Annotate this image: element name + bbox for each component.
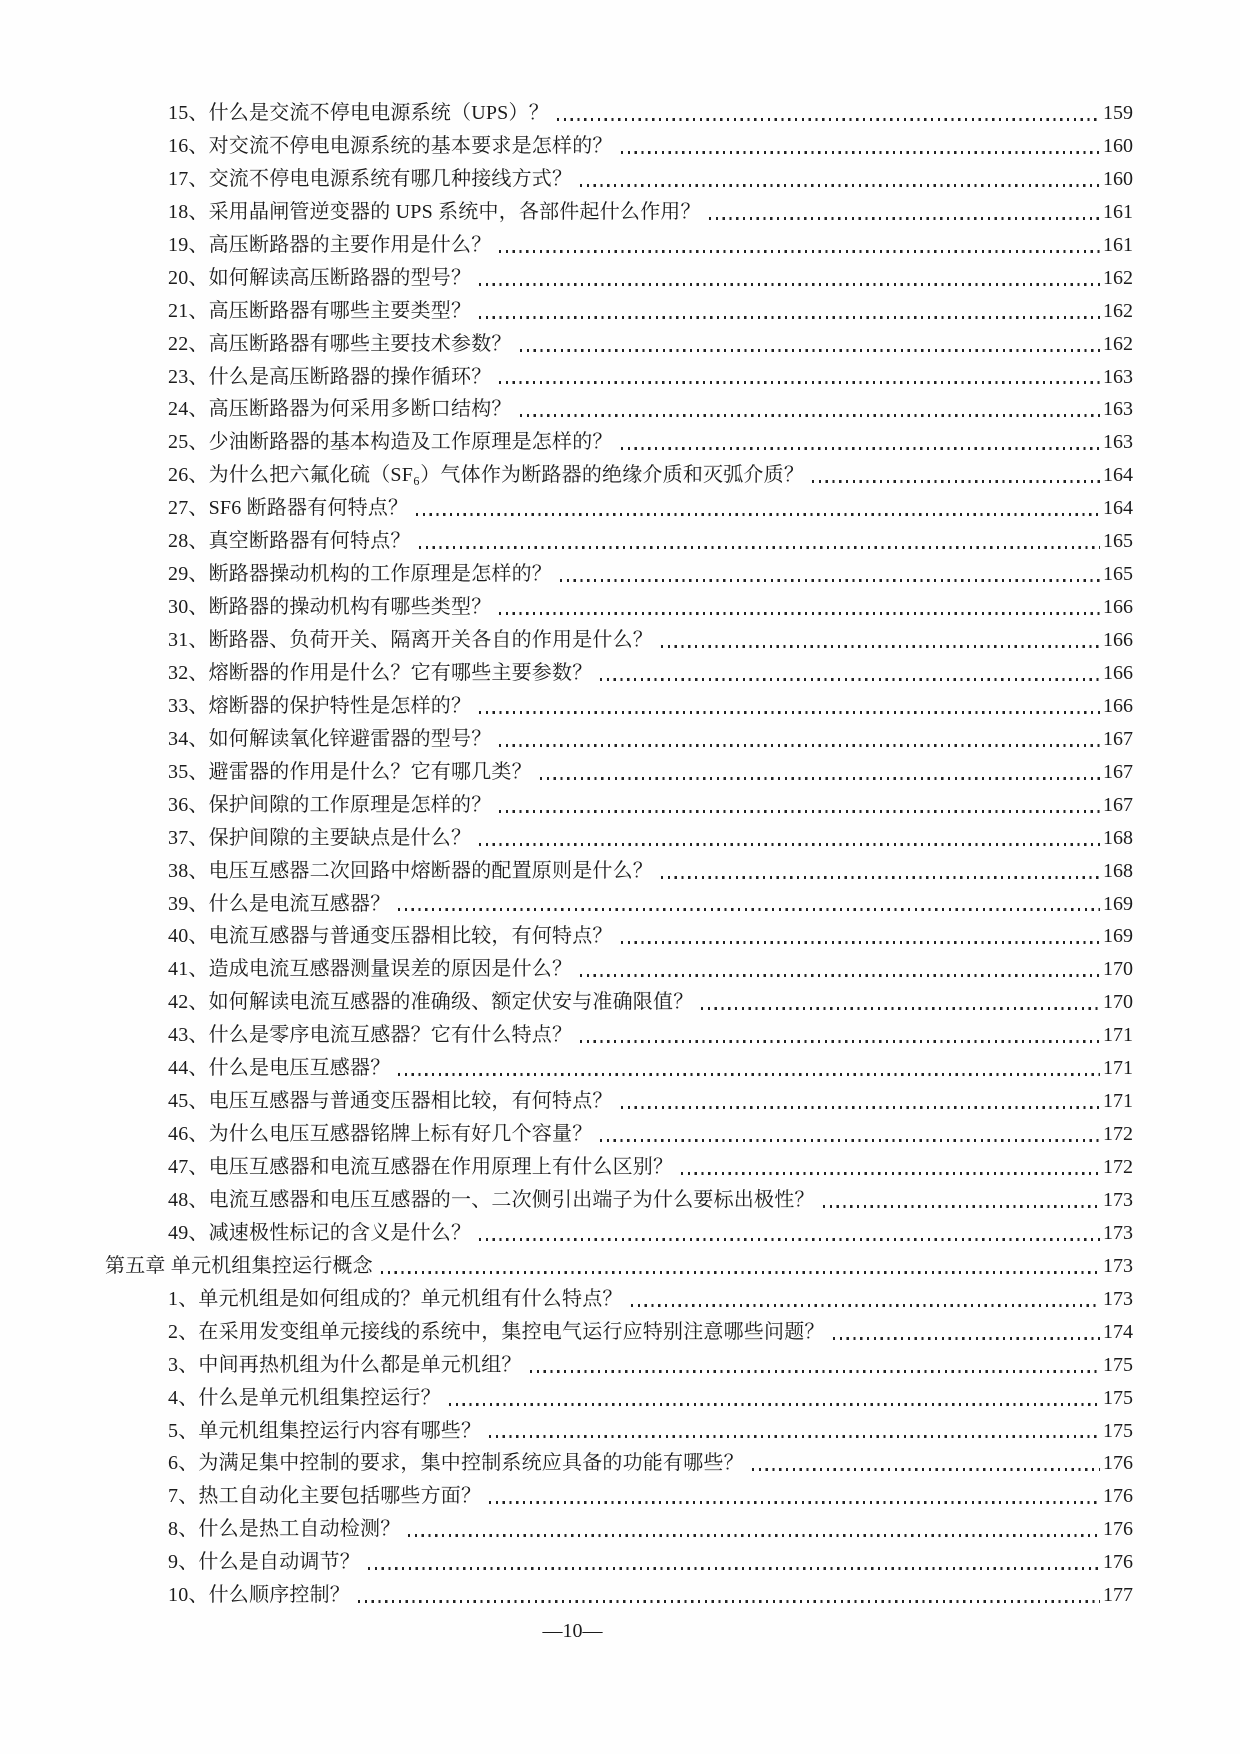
dot-leader: [479, 316, 1100, 319]
toc-entry-page-number: 174: [1103, 1320, 1133, 1343]
toc-entry-label: 20、如何解读高压断路器的型号？: [168, 266, 472, 289]
toc-chapter-entry: [105, 1250, 1133, 1283]
toc-entry: [105, 888, 1133, 921]
toc-entry-label: 33、熔断器的保护特性是怎样的？: [168, 694, 472, 717]
toc-entry: [105, 723, 1133, 756]
toc-entry-label: 16、对交流不停电电源系统的基本要求是怎样的？: [168, 134, 613, 157]
dot-leader: [701, 1007, 1100, 1010]
dot-leader: [368, 1567, 1100, 1570]
toc-entry: [105, 756, 1133, 789]
toc-entry-label: 28、真空断路器有何特点？: [168, 530, 411, 553]
toc-entry-page-number: 175: [1103, 1386, 1133, 1409]
toc-entry: [105, 295, 1133, 328]
toc-entry-label: 17、交流不停电电源系统有哪几种接线方式？: [168, 167, 573, 190]
dot-leader: [499, 810, 1100, 813]
toc-entry-page-number: 173: [1103, 1221, 1133, 1244]
toc-entry: [105, 690, 1133, 723]
dot-leader: [833, 1337, 1100, 1340]
table-of-contents: [105, 97, 1133, 1612]
toc-entry: [105, 525, 1133, 558]
toc-entry-label: 8、什么是热工自动检测？: [168, 1518, 401, 1541]
toc-entry: [105, 1151, 1133, 1184]
dot-leader: [499, 612, 1100, 615]
toc-entry: [105, 1052, 1133, 1085]
dot-leader: [580, 974, 1100, 977]
toc-entry-page-number: 168: [1103, 826, 1133, 849]
toc-entry: [105, 361, 1133, 394]
toc-entry: [105, 196, 1133, 229]
toc-entry-page-number: 165: [1103, 530, 1133, 553]
toc-entry-label: 15、什么是交流不停电电源系统（UPS）？: [168, 102, 549, 124]
dot-leader: [600, 678, 1100, 681]
toc-entry-page-number: 160: [1103, 167, 1133, 190]
dot-leader: [489, 1501, 1100, 1504]
toc-entry-label: 29、断路器操动机构的工作原理是怎样的？: [168, 563, 552, 586]
toc-entry-page-number: 177: [1103, 1584, 1133, 1607]
toc-entry: [105, 1546, 1133, 1579]
toc-entry-label: 23、什么是高压断路器的操作循环？: [168, 365, 492, 388]
dot-leader: [358, 1600, 1100, 1603]
toc-entry: [105, 1513, 1133, 1546]
toc-entry-page-number: 164: [1103, 464, 1133, 487]
dot-leader: [530, 1370, 1100, 1373]
toc-entry-label: 26、为什么把六氟化硫（SF₆）气体作为断路器的绝缘介质和灭弧介质？: [168, 464, 805, 487]
toc-entry: [105, 1415, 1133, 1448]
toc-entry: [105, 1447, 1133, 1480]
toc-entry: [105, 558, 1133, 591]
dot-leader: [600, 1139, 1100, 1142]
toc-entry: [105, 953, 1133, 986]
dot-leader: [823, 1205, 1100, 1208]
toc-entry-label: 47、电压互感器和电流互感器在作用原理上有什么区别？: [168, 1156, 674, 1178]
toc-entry-label: 37、保护间隙的主要缺点是什么？: [168, 826, 472, 849]
dot-leader: [479, 1238, 1100, 1241]
toc-entry-label: 3、中间再热机组为什么都是单元机组？: [168, 1353, 522, 1376]
toc-entry-label: 4、什么是单元机组集控运行？: [168, 1386, 441, 1409]
toc-entry-label: 21、高压断路器有哪些主要类型？: [168, 299, 472, 322]
toc-entry-label: 43、什么是零序电流互感器？它有什么特点？: [168, 1024, 573, 1047]
dot-leader: [416, 513, 1100, 516]
dot-leader: [489, 1435, 1100, 1438]
toc-entry: [105, 262, 1133, 295]
dot-leader: [709, 217, 1100, 220]
toc-entry: [105, 1085, 1133, 1118]
toc-entry: [105, 657, 1133, 690]
toc-entry-page-number: 166: [1103, 661, 1133, 684]
toc-entry-page-number: 162: [1103, 266, 1133, 289]
toc-entry-label: 36、保护间隙的工作原理是怎样的？: [168, 793, 492, 816]
toc-entry-label: 32、熔断器的作用是什么？它有哪些主要参数？: [168, 661, 593, 684]
toc-entry-label: 25、少油断路器的基本构造及工作原理是怎样的？: [168, 431, 613, 454]
toc-entry: [105, 97, 1133, 130]
toc-entry-label: 31、断路器、负荷开关、隔离开关各自的作用是什么？: [168, 629, 653, 651]
dot-leader: [540, 777, 1100, 780]
toc-entry: [105, 426, 1133, 459]
toc-entry-page-number: 160: [1103, 134, 1133, 157]
toc-entry-page-number: 165: [1103, 563, 1133, 586]
toc-entry-label: 10、什么顺序控制？: [168, 1584, 350, 1607]
dot-leader: [560, 579, 1100, 582]
toc-entry-label: 48、电流互感器和电压互感器的一、二次侧引出端子为什么要标出极性？: [168, 1188, 815, 1211]
dot-leader: [499, 381, 1100, 384]
toc-entry: [105, 1184, 1133, 1217]
toc-entry-label: 6、为满足集中控制的要求，集中控制系统应具备的功能有哪些？: [168, 1452, 744, 1475]
dot-leader: [812, 480, 1100, 483]
dot-leader: [520, 349, 1100, 352]
toc-entry: [105, 822, 1133, 855]
toc-entry: [105, 492, 1133, 525]
toc-entry-page-number: 163: [1103, 398, 1133, 421]
toc-entry-page-number: 169: [1103, 892, 1133, 915]
toc-entry-page-number: 172: [1103, 1156, 1133, 1178]
toc-entry: [105, 855, 1133, 888]
toc-entry-page-number: 166: [1103, 629, 1133, 651]
toc-entry: [105, 229, 1133, 262]
toc-entry-page-number: 162: [1103, 299, 1133, 322]
toc-entry: [105, 130, 1133, 163]
toc-entry-page-number: 163: [1103, 365, 1133, 388]
dot-leader: [398, 908, 1100, 911]
toc-entry-page-number: 173: [1103, 1254, 1133, 1277]
toc-entry-label: 1、单元机组是如何组成的？单元机组有什么特点？: [168, 1287, 623, 1310]
toc-entry-page-number: 161: [1103, 233, 1133, 256]
dot-leader: [398, 1073, 1100, 1076]
toc-entry-label: 24、高压断路器为何采用多断口结构？: [168, 398, 512, 421]
toc-entry-page-number: 169: [1103, 925, 1133, 948]
toc-entry: [105, 393, 1133, 426]
toc-entry-page-number: 171: [1103, 1024, 1133, 1047]
dot-leader: [580, 184, 1100, 187]
dot-leader: [661, 876, 1100, 879]
toc-entry: [105, 1349, 1133, 1382]
dot-leader: [621, 447, 1100, 450]
dot-leader: [557, 118, 1100, 121]
toc-entry-page-number: 173: [1103, 1287, 1133, 1310]
toc-entry-page-number: 161: [1103, 200, 1133, 223]
toc-entry-page-number: 167: [1103, 793, 1133, 816]
toc-entry-label: 39、什么是电流互感器？: [168, 892, 391, 915]
toc-entry-page-number: 162: [1103, 332, 1133, 355]
toc-entry-page-number: 159: [1103, 102, 1133, 124]
toc-entry-label: 34、如何解读氧化锌避雷器的型号？: [168, 727, 492, 750]
toc-entry-label: 46、为什么电压互感器铭牌上标有好几个容量？: [168, 1123, 593, 1146]
toc-entry-page-number: 167: [1103, 760, 1133, 783]
toc-entry-label: 44、什么是电压互感器？: [168, 1057, 391, 1080]
toc-entry-label: 22、高压断路器有哪些主要技术参数？: [168, 332, 512, 355]
toc-entry: [105, 986, 1133, 1019]
toc-entry: [105, 1579, 1133, 1612]
toc-entry: [105, 1316, 1133, 1349]
toc-entry-page-number: 176: [1103, 1485, 1133, 1508]
dot-leader: [681, 1172, 1100, 1175]
toc-entry-page-number: 171: [1103, 1057, 1133, 1080]
toc-entry: [105, 1283, 1133, 1316]
toc-entry: [105, 1019, 1133, 1052]
dot-leader: [381, 1271, 1100, 1274]
toc-entry-label: 27、SF6 断路器有何特点？: [168, 497, 409, 520]
toc-entry: [105, 1217, 1133, 1250]
toc-entry-page-number: 163: [1103, 431, 1133, 454]
toc-entry-label: 35、避雷器的作用是什么？它有哪几类？: [168, 760, 532, 783]
toc-entry-label: 30、断路器的操动机构有哪些类型？: [168, 596, 492, 619]
dot-leader: [419, 546, 1100, 549]
dot-leader: [661, 645, 1100, 648]
toc-entry-label: 49、减速极性标记的含义是什么？: [168, 1221, 472, 1244]
toc-entry: [105, 1382, 1133, 1415]
toc-entry: [105, 1118, 1133, 1151]
toc-entry: [105, 459, 1133, 492]
toc-entry: [105, 789, 1133, 822]
dot-leader: [621, 1106, 1100, 1109]
dot-leader: [479, 283, 1100, 286]
page-number-footer: —10—: [542, 1620, 603, 1642]
toc-entry-page-number: 176: [1103, 1452, 1133, 1475]
dot-leader: [479, 843, 1100, 846]
dot-leader: [499, 250, 1100, 253]
toc-entry-page-number: 168: [1103, 859, 1133, 882]
toc-entry-page-number: 176: [1103, 1551, 1133, 1574]
toc-entry-label: 2、在采用发变组单元接线的系统中，集控电气运行应特别注意哪些问题？: [168, 1320, 825, 1343]
dot-leader: [631, 1304, 1100, 1307]
dot-leader: [621, 941, 1100, 944]
toc-entry-label: 9、什么是自动调节？: [168, 1551, 360, 1574]
dot-leader: [580, 1040, 1100, 1043]
toc-entry-page-number: 175: [1103, 1353, 1133, 1376]
toc-entry-page-number: 173: [1103, 1188, 1133, 1211]
toc-entry-label: 18、采用晶闸管逆变器的 UPS 系统中，各部件起什么作用？: [168, 200, 701, 223]
toc-entry-page-number: 166: [1103, 596, 1133, 619]
toc-entry: [105, 163, 1133, 196]
toc-entry-page-number: 170: [1103, 958, 1133, 981]
toc-entry-page-number: 171: [1103, 1090, 1133, 1113]
toc-entry-label: 40、电流互感器与普通变压器相比较，有何特点？: [168, 925, 613, 948]
toc-entry-page-number: 166: [1103, 694, 1133, 717]
toc-entry: [105, 624, 1133, 657]
dot-leader: [408, 1534, 1100, 1537]
toc-entry-label: 41、造成电流互感器测量误差的原因是什么？: [168, 958, 573, 981]
toc-entry: [105, 328, 1133, 361]
dot-leader: [621, 151, 1100, 154]
toc-entry-page-number: 164: [1103, 497, 1133, 520]
toc-entry-page-number: 176: [1103, 1518, 1133, 1541]
dot-leader: [479, 711, 1100, 714]
toc-entry-page-number: 170: [1103, 991, 1133, 1014]
toc-entry: [105, 591, 1133, 624]
toc-entry: [105, 920, 1133, 953]
toc-entry-label: 42、如何解读电流互感器的准确级、额定伏安与准确限值？: [168, 991, 694, 1014]
toc-entry: [105, 1480, 1133, 1513]
toc-entry-label: 19、高压断路器的主要作用是什么？: [168, 233, 492, 256]
toc-entry-label: 5、单元机组集控运行内容有哪些？: [168, 1419, 482, 1442]
dot-leader: [449, 1403, 1100, 1406]
toc-entry-label: 45、电压互感器与普通变压器相比较，有何特点？: [168, 1090, 613, 1113]
dot-leader: [499, 744, 1100, 747]
toc-entry-page-number: 175: [1103, 1419, 1133, 1442]
toc-entry-label: 38、电压互感器二次回路中熔断器的配置原则是什么？: [168, 859, 653, 882]
toc-entry-page-number: 172: [1103, 1123, 1133, 1146]
toc-entry-label: 第五章 单元机组集控运行概念: [105, 1254, 373, 1277]
toc-entry-label: 7、热工自动化主要包括哪些方面？: [168, 1485, 482, 1508]
dot-leader: [520, 414, 1100, 417]
dot-leader: [752, 1468, 1100, 1471]
toc-entry-page-number: 167: [1103, 727, 1133, 750]
